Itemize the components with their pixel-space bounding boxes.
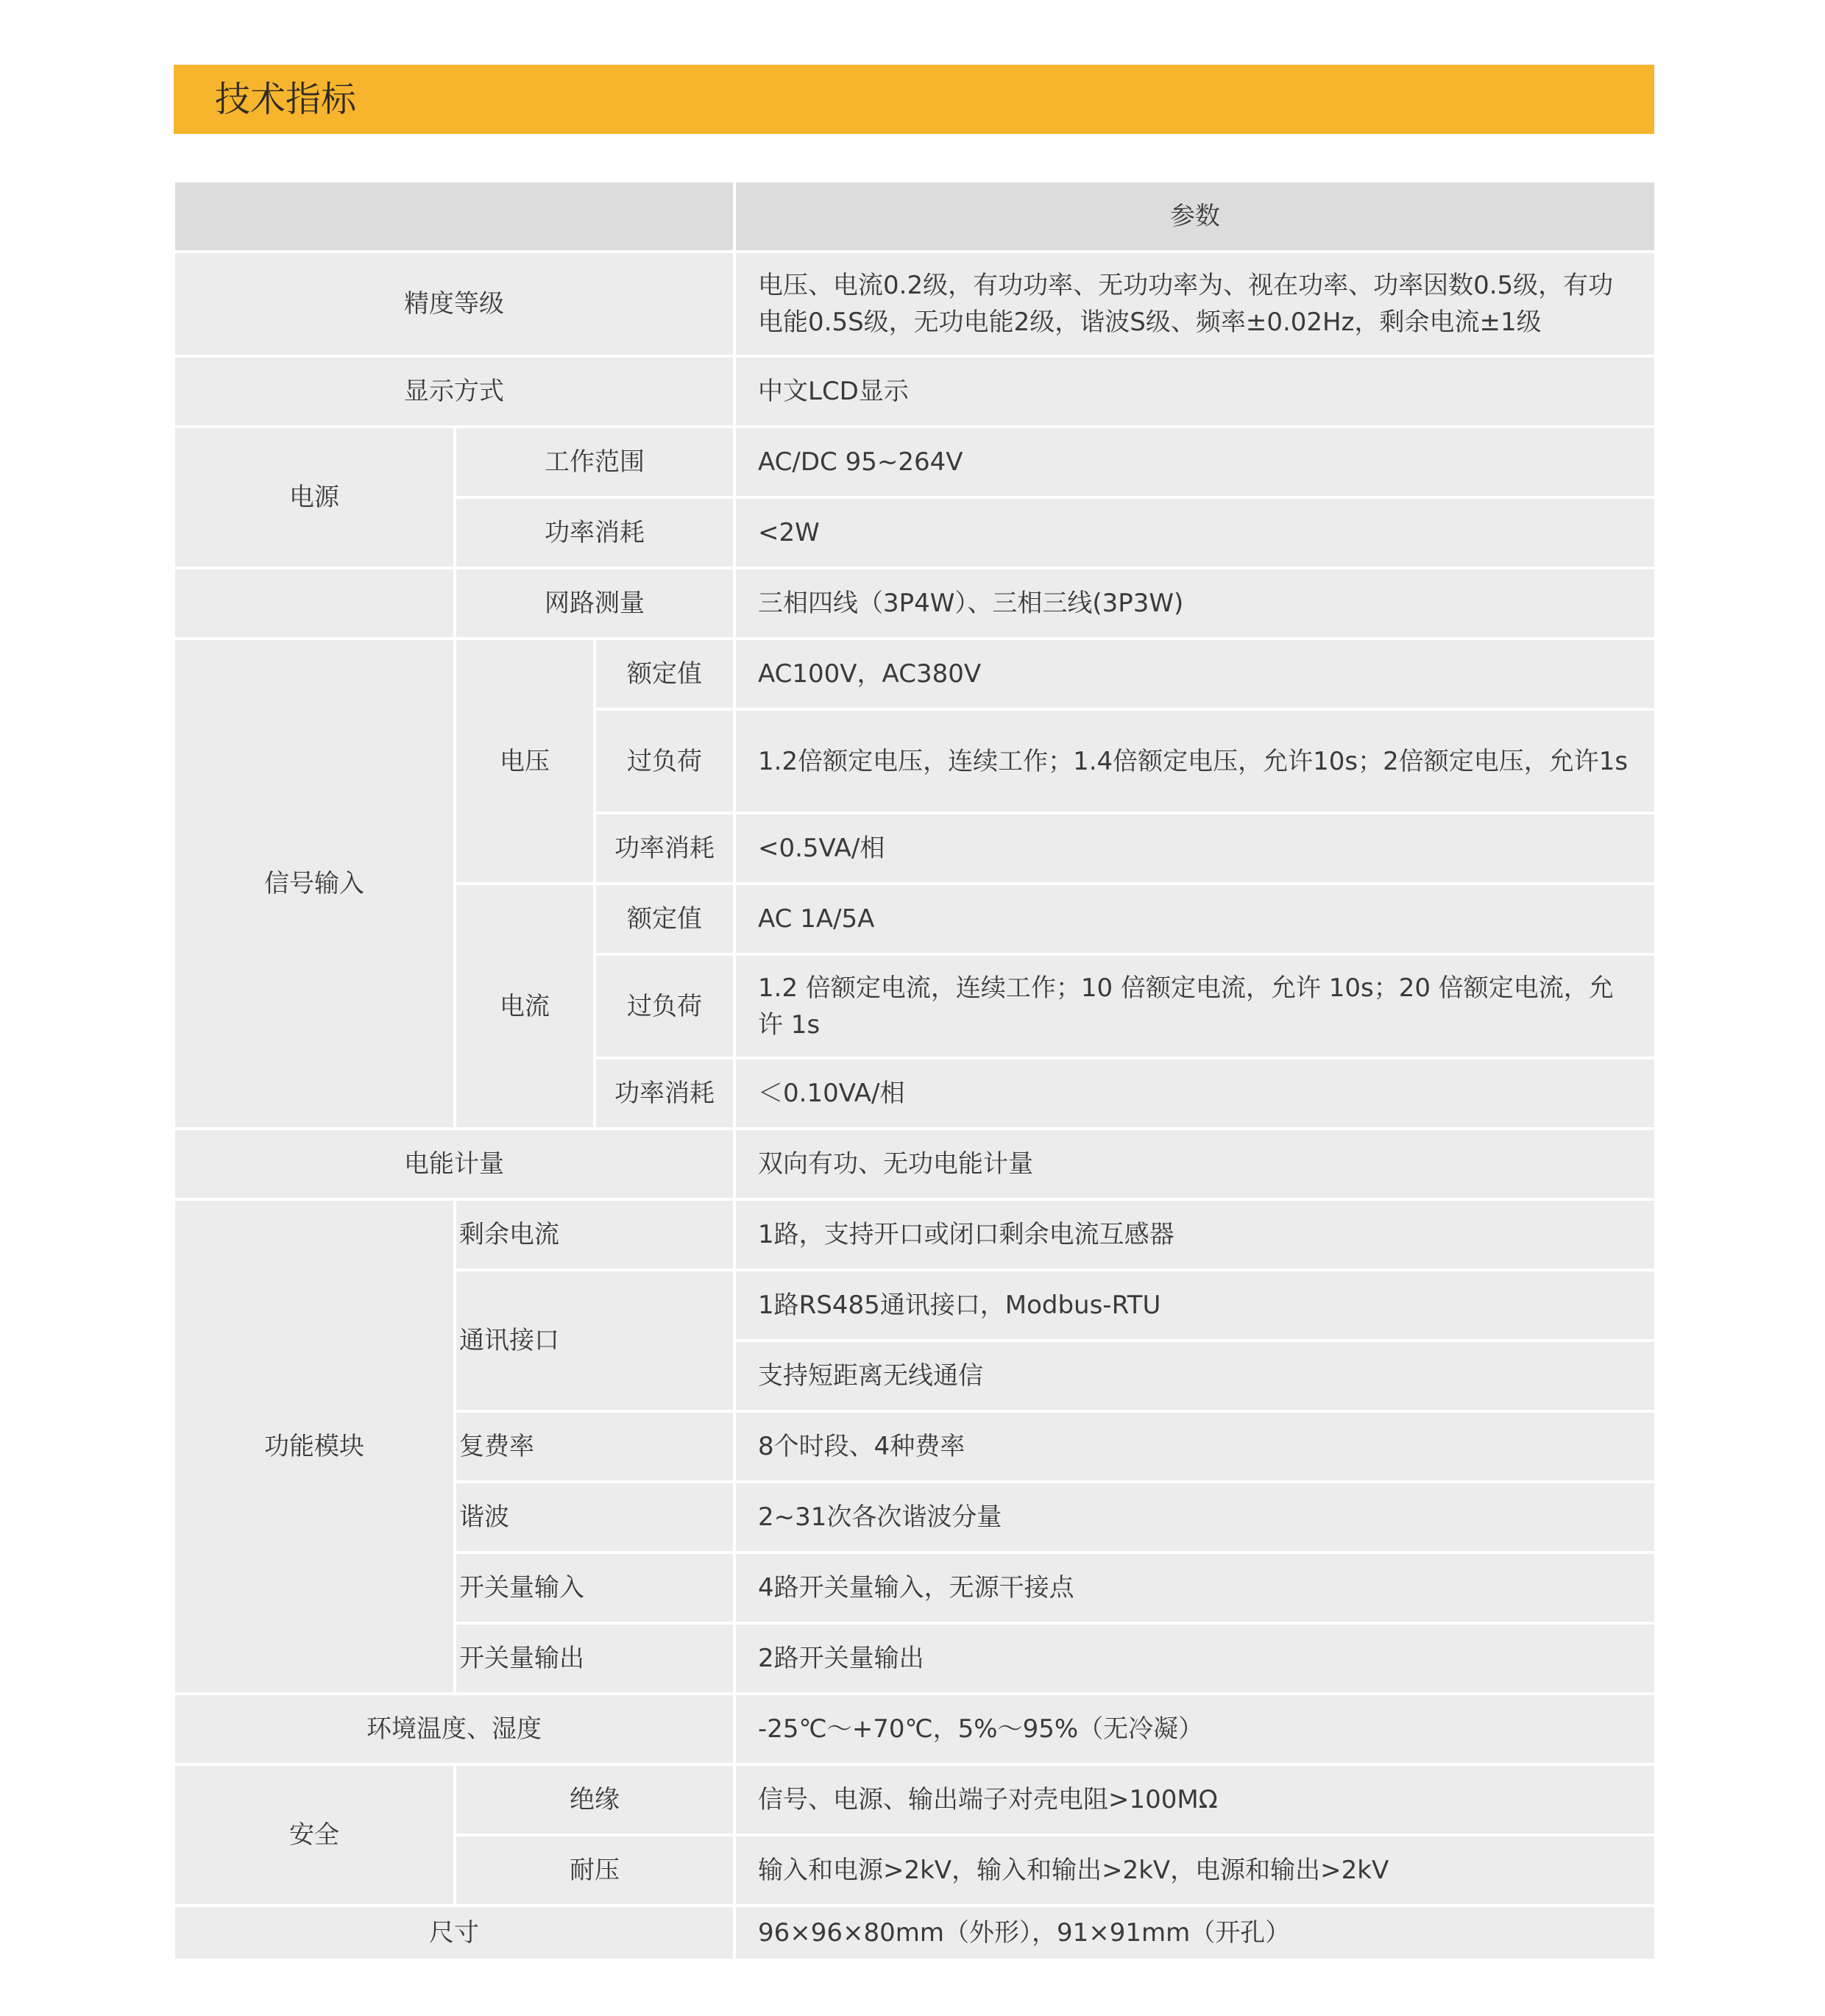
row-value-withstand-voltage: 输入和电源>2kV，输入和输出>2kV，电源和输出>2kV (736, 1836, 1654, 1904)
row-value-insulation: 信号、电源、输出端子对壳电阻>100MΩ (736, 1766, 1654, 1834)
section-title: 技术指标 (215, 79, 357, 120)
sub-label-harmonic: 谐波 (456, 1483, 733, 1551)
sub-label-residual-current: 剩余电流 (456, 1201, 733, 1268)
sub-label-comm-interface: 通讯接口 (456, 1271, 733, 1410)
sub-label-withstand-voltage: 耐压 (456, 1836, 733, 1904)
sub-label-current-overload: 过负荷 (596, 956, 733, 1057)
section-banner (174, 65, 1654, 134)
row-value-digital-input: 4路开关量输入，无源干接点 (736, 1554, 1654, 1622)
row-value-network: 三相四线（3P4W）、三相三线(3P3W) (736, 569, 1654, 637)
row-value-digital-output: 2路开关量输出 (736, 1625, 1654, 1692)
row-value-comm-wireless: 支持短距离无线通信 (736, 1342, 1654, 1410)
row-value-voltage-rated: AC100V，AC380V (736, 640, 1654, 708)
sub-group-label-voltage: 电压 (456, 640, 593, 882)
sub-label-insulation: 绝缘 (456, 1766, 733, 1834)
row-value-current-rated: AC 1A/5A (736, 885, 1654, 953)
sub-group-label-current: 电流 (456, 885, 593, 1127)
row-value-energy: 双向有功、无功电能计量 (736, 1130, 1654, 1198)
row-value-accuracy: 电压、电流0.2级，有功功率、无功功率为、视在功率、功率因数0.5级，有功电能0.5S级，无功电能2级，谐波S级、频率±0.02Hz，剩余电流±1级 (736, 253, 1654, 355)
sub-label-power-consumption: 功率消耗 (456, 499, 733, 567)
group-label-signal-input: 信号输入 (175, 640, 453, 1127)
column-header-params: 参数 (736, 182, 1654, 250)
row-label-dimensions: 尺寸 (175, 1907, 733, 1959)
row-label-environment: 环境温度、湿度 (175, 1695, 733, 1763)
sub-label-digital-input: 开关量输入 (456, 1554, 733, 1622)
empty-cell-network (175, 569, 453, 637)
row-value-residual-current: 1路，支持开口或闭口剩余电流互感器 (736, 1201, 1654, 1268)
sub-label-voltage-overload: 过负荷 (596, 711, 733, 812)
group-label-safety: 安全 (175, 1766, 453, 1904)
sub-label-network: 网路测量 (456, 569, 733, 637)
row-label-energy: 电能计量 (175, 1130, 733, 1198)
row-value-voltage-overload: 1.2倍额定电压，连续工作；1.4倍额定电压，允许10s；2倍额定电压，允许1s (736, 711, 1654, 812)
row-value-voltage-consumption: <0.5VA/相 (736, 814, 1654, 882)
row-value-current-overload: 1.2 倍额定电流，连续工作；10 倍额定电流，允许 10s；20 倍额定电流，允许 1s (736, 956, 1654, 1057)
row-value-display: 中文LCD显示 (736, 358, 1654, 425)
row-value-harmonic: 2~31次各次谐波分量 (736, 1483, 1654, 1551)
group-label-function-modules: 功能模块 (175, 1201, 453, 1692)
sub-label-voltage-consumption: 功率消耗 (596, 814, 733, 882)
row-value-dimensions: 96×96×80mm（外形），91×91mm（开孔） (736, 1907, 1654, 1959)
row-value-multi-tariff: 8个时段、4种费率 (736, 1413, 1654, 1480)
row-value-comm-rs485: 1路RS485通讯接口，Modbus-RTU (736, 1271, 1654, 1339)
row-label-accuracy: 精度等级 (175, 253, 733, 355)
group-label-power-supply: 电源 (175, 428, 453, 567)
sub-label-current-rated: 额定值 (596, 885, 733, 953)
header-empty-cell (175, 182, 733, 250)
sub-label-voltage-rated: 额定值 (596, 640, 733, 708)
sub-label-current-consumption: 功率消耗 (596, 1060, 733, 1127)
row-value-environment: -25℃～+70℃，5%～95%（无冷凝） (736, 1695, 1654, 1763)
sub-label-working-range: 工作范围 (456, 428, 733, 496)
sub-label-digital-output: 开关量输出 (456, 1625, 733, 1692)
row-value-current-consumption: ＜0.10VA/相 (736, 1060, 1654, 1127)
sub-label-multi-tariff: 复费率 (456, 1413, 733, 1480)
row-value-working-range: AC/DC 95~264V (736, 428, 1654, 496)
row-label-display: 显示方式 (175, 358, 733, 425)
spec-table (175, 182, 1654, 1959)
row-value-power-consumption: <2W (736, 499, 1654, 567)
